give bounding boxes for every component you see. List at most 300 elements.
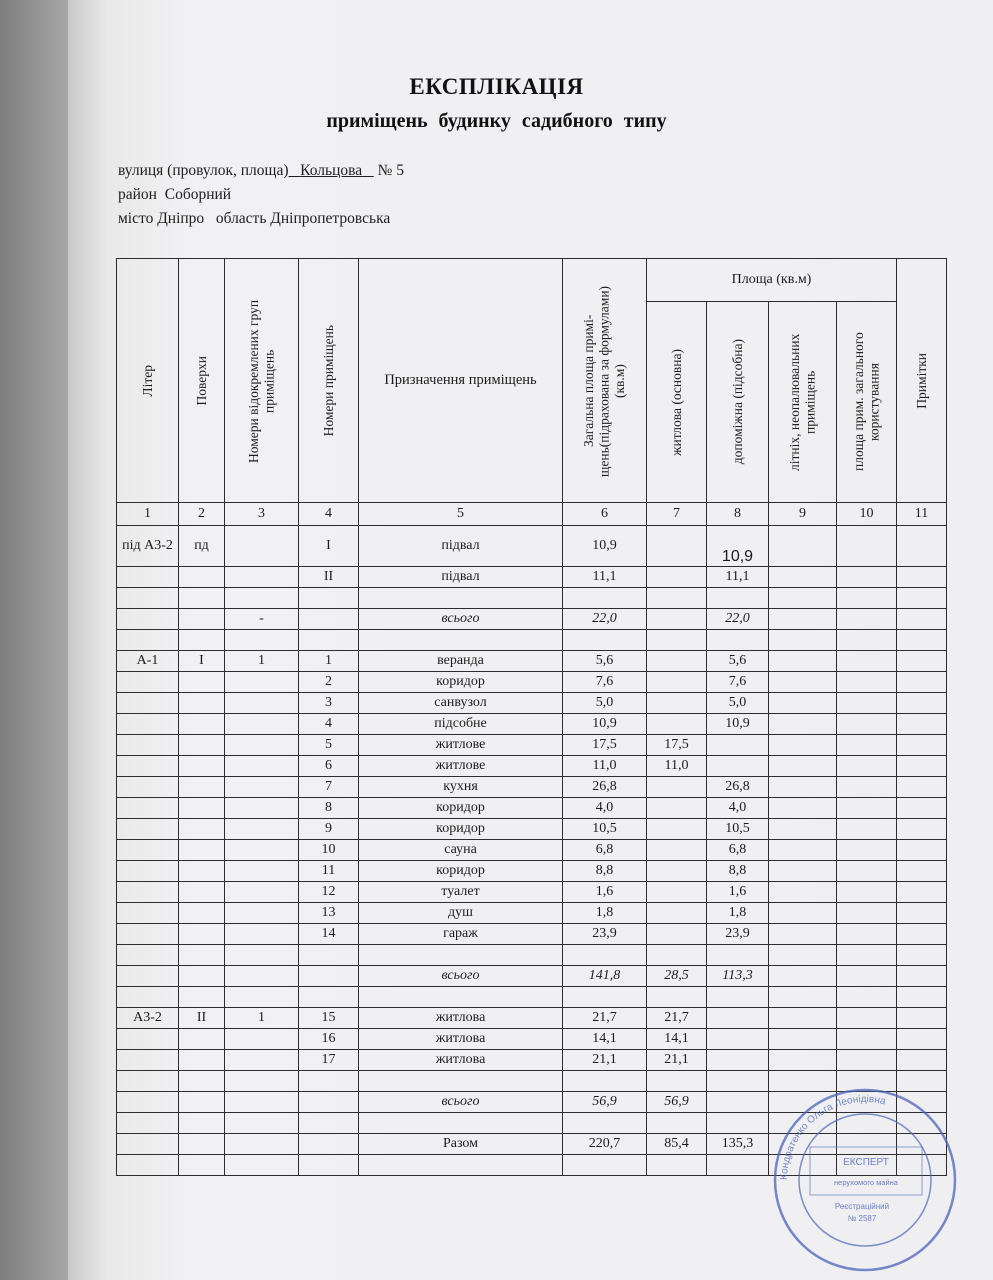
table-cell: 10,5: [563, 819, 647, 840]
table-cell: 6,8: [563, 840, 647, 861]
table-cell: 5: [299, 735, 359, 756]
table-cell: [647, 609, 707, 630]
region-value: Дніпропетровська: [270, 210, 391, 227]
table-cell: [179, 903, 225, 924]
document-subtitle: приміщень будинку садибного типу: [326, 110, 667, 132]
table-cell: 10: [299, 840, 359, 861]
table-cell: [837, 651, 897, 672]
table-cell: [179, 756, 225, 777]
table-cell: [897, 840, 947, 861]
table-cell: коридор: [359, 798, 563, 819]
table-cell: 26,8: [707, 777, 769, 798]
table-cell: [299, 609, 359, 630]
table-cell: [897, 526, 947, 567]
table-cell: [359, 1071, 563, 1092]
address-district-line: [118, 186, 231, 204]
table-cell: підвал: [359, 526, 563, 567]
table-cell: [179, 987, 225, 1008]
table-cell: [837, 882, 897, 903]
col-header-notes-text: Примітки: [913, 352, 929, 409]
col-number: 5: [359, 503, 563, 526]
table-cell: -: [225, 609, 299, 630]
table-cell: [837, 756, 897, 777]
table-cell: [225, 882, 299, 903]
stamp-ring-text: Кондратенко Ольга Леонідівна: [778, 1093, 887, 1181]
table-cell: 4: [299, 714, 359, 735]
col-header-groups-text: Номери відокремлених груп приміщень: [245, 298, 277, 463]
table-cell: [769, 777, 837, 798]
table-cell: 14,1: [563, 1029, 647, 1050]
table-cell: 10,9: [563, 526, 647, 567]
explication-table: [116, 258, 947, 1176]
table-cell: [647, 693, 707, 714]
table-row: [117, 526, 947, 567]
table-row: [117, 882, 947, 903]
table-cell: [769, 1008, 837, 1029]
table-cell: [117, 819, 179, 840]
table-cell: [179, 1029, 225, 1050]
table-cell: [837, 798, 897, 819]
col-header-groups: [225, 259, 299, 503]
table-cell: [225, 840, 299, 861]
table-cell: житлова: [359, 1050, 563, 1071]
table-cell: [897, 630, 947, 651]
table-cell: [837, 588, 897, 609]
table-cell: [117, 1092, 179, 1113]
table-cell: [179, 1113, 225, 1134]
table-cell: 11,0: [647, 756, 707, 777]
col-header-summer: [769, 302, 837, 503]
table-cell: [225, 1092, 299, 1113]
table-cell: [769, 861, 837, 882]
table-cell: [647, 924, 707, 945]
table-cell: [563, 1113, 647, 1134]
table-row: [117, 903, 947, 924]
table-cell: 4,0: [563, 798, 647, 819]
table-cell: пд: [179, 526, 225, 567]
table-cell: [117, 861, 179, 882]
table-cell: коридор: [359, 861, 563, 882]
table-cell: 14: [299, 924, 359, 945]
table-cell: 1: [299, 651, 359, 672]
table-cell: [117, 630, 179, 651]
table-cell: [117, 693, 179, 714]
table-row: [117, 966, 947, 987]
table-cell: [225, 1029, 299, 1050]
col-header-notes: [897, 259, 947, 503]
col-header-total-area: [563, 259, 647, 503]
table-cell: [225, 567, 299, 588]
table-cell: гараж: [359, 924, 563, 945]
table-cell: 5,0: [707, 693, 769, 714]
table-cell: [897, 714, 947, 735]
street-name: Кольцова: [300, 162, 363, 179]
col-header-common: [837, 302, 897, 503]
table-cell: [299, 588, 359, 609]
col-header-total-area-text: Загальна площа примі-щень(підрахована за формулами) (кв.м): [581, 284, 628, 477]
expert-seal-stamp: [770, 1085, 960, 1275]
table-cell: [225, 756, 299, 777]
stamp-line-2: нерухомого майна: [834, 1178, 898, 1187]
table-cell: [179, 819, 225, 840]
table-cell: 56,9: [647, 1092, 707, 1113]
table-cell: 17,5: [647, 735, 707, 756]
table-row: [117, 1029, 947, 1050]
table-cell: 3: [299, 693, 359, 714]
table-cell: [117, 924, 179, 945]
table-cell: [179, 588, 225, 609]
table-cell: [359, 945, 563, 966]
table-cell: [769, 567, 837, 588]
table-cell: [225, 819, 299, 840]
col-number: 6: [563, 503, 647, 526]
col-header-living-text: житлова (основна): [668, 348, 684, 456]
table-cell: 17: [299, 1050, 359, 1071]
city-label: місто: [118, 210, 154, 227]
table-cell: I: [299, 526, 359, 567]
table-cell: [647, 588, 707, 609]
table-cell: [225, 526, 299, 567]
table-cell: [225, 693, 299, 714]
table-cell: 2: [299, 672, 359, 693]
table-cell: [117, 840, 179, 861]
col-number: 9: [769, 503, 837, 526]
table-cell: 5,6: [707, 651, 769, 672]
table-row: [117, 651, 947, 672]
table-cell: підвал: [359, 567, 563, 588]
col-header-auxiliary: [707, 302, 769, 503]
table-row: [117, 693, 947, 714]
col-header-auxiliary-text: допоміжна (підсобна): [729, 339, 745, 465]
table-cell: [647, 567, 707, 588]
table-cell: 23,9: [707, 924, 769, 945]
table-cell: [769, 966, 837, 987]
table-row: [117, 609, 947, 630]
table-cell: [897, 693, 947, 714]
table-cell: [769, 588, 837, 609]
table-cell: [647, 882, 707, 903]
table-cell: [769, 756, 837, 777]
table-cell: 141,8: [563, 966, 647, 987]
table-cell: [769, 987, 837, 1008]
table-cell: [837, 987, 897, 1008]
house-number: № 5: [377, 162, 405, 179]
table-cell: [769, 672, 837, 693]
table-cell: [117, 756, 179, 777]
table-cell: всього: [359, 966, 563, 987]
table-cell: [299, 1134, 359, 1155]
table-row: [117, 840, 947, 861]
table-cell: [117, 1113, 179, 1134]
table-cell: кухня: [359, 777, 563, 798]
table-cell: [707, 756, 769, 777]
table-cell: [117, 588, 179, 609]
stamp-line-1: ЕКСПЕРТ: [843, 1157, 889, 1168]
table-cell: [897, 1050, 947, 1071]
table-row: [117, 777, 947, 798]
table-cell: 8: [299, 798, 359, 819]
table-cell: житлове: [359, 756, 563, 777]
table-cell: [647, 714, 707, 735]
table-cell: 16: [299, 1029, 359, 1050]
table-cell: 220,7: [563, 1134, 647, 1155]
table-cell: 7,6: [707, 672, 769, 693]
table-cell: 1: [225, 1008, 299, 1029]
table-cell: [299, 945, 359, 966]
col-number: 8: [707, 503, 769, 526]
table-cell: всього: [359, 1092, 563, 1113]
table-cell: [897, 651, 947, 672]
table-cell: [897, 588, 947, 609]
city-value: Дніпро: [157, 210, 205, 227]
table-cell: [707, 630, 769, 651]
table-row: [117, 714, 947, 735]
table-cell: [769, 903, 837, 924]
table-cell: [769, 819, 837, 840]
table-cell: [179, 1155, 225, 1176]
table-cell: 4,0: [707, 798, 769, 819]
table-cell: 17,5: [563, 735, 647, 756]
table-cell: [837, 903, 897, 924]
col-header-purpose: Призначення приміщень: [359, 259, 563, 503]
district-value: Соборний: [164, 186, 232, 203]
table-row: [117, 567, 947, 588]
table-cell: житлова: [359, 1029, 563, 1050]
table-cell: [647, 526, 707, 567]
table-cell: [225, 861, 299, 882]
street-label: вулиця (провулок, площа): [118, 162, 289, 179]
table-cell: [225, 903, 299, 924]
table-cell: [117, 987, 179, 1008]
table-cell: [179, 735, 225, 756]
table-cell: [225, 987, 299, 1008]
table-cell: [769, 526, 837, 567]
table-cell: [647, 1071, 707, 1092]
table-cell: 1,6: [563, 882, 647, 903]
table-cell: А3-2: [117, 1008, 179, 1029]
table-row: [117, 1050, 947, 1071]
table-cell: [769, 945, 837, 966]
table-cell: [359, 987, 563, 1008]
table-cell: веранда: [359, 651, 563, 672]
table-cell: [897, 798, 947, 819]
table-cell: [117, 1134, 179, 1155]
table-cell: [647, 945, 707, 966]
table-cell: [707, 735, 769, 756]
table-cell: [117, 1050, 179, 1071]
table-cell: [563, 588, 647, 609]
table-cell: [179, 630, 225, 651]
table-cell: [359, 1155, 563, 1176]
table-cell: [647, 987, 707, 1008]
table-cell: [179, 672, 225, 693]
table-cell: туалет: [359, 882, 563, 903]
table-cell: [225, 1071, 299, 1092]
table-cell: [837, 924, 897, 945]
col-header-liter: [117, 259, 179, 503]
table-cell: 7: [299, 777, 359, 798]
table-cell: 26,8: [563, 777, 647, 798]
table-cell: [225, 1050, 299, 1071]
table-cell: [179, 882, 225, 903]
table-cell: 10,9: [707, 526, 769, 567]
table-cell: [707, 1071, 769, 1092]
table-cell: [769, 924, 837, 945]
table-cell: [299, 630, 359, 651]
table-cell: [647, 819, 707, 840]
table-cell: 85,4: [647, 1134, 707, 1155]
table-cell: [897, 735, 947, 756]
table-cell: [117, 567, 179, 588]
table-cell: [359, 1113, 563, 1134]
table-cell: 22,0: [563, 609, 647, 630]
table-cell: [707, 1029, 769, 1050]
table-cell: I: [179, 651, 225, 672]
table-cell: [769, 1029, 837, 1050]
table-cell: [179, 777, 225, 798]
table-row: [117, 630, 947, 651]
table-cell: [647, 840, 707, 861]
table-cell: 56,9: [563, 1092, 647, 1113]
table-cell: [769, 630, 837, 651]
column-number-row: [117, 503, 947, 526]
table-cell: [359, 588, 563, 609]
table-cell: [897, 567, 947, 588]
table-cell: [837, 630, 897, 651]
table-cell: II: [179, 1008, 225, 1029]
table-cell: 6,8: [707, 840, 769, 861]
table-cell: 10,5: [707, 819, 769, 840]
table-cell: 10,9: [563, 714, 647, 735]
table-cell: 21,7: [647, 1008, 707, 1029]
table-cell: [225, 714, 299, 735]
col-header-floors: [179, 259, 225, 503]
region-label: область: [215, 210, 267, 227]
table-cell: [225, 735, 299, 756]
table-cell: 11,0: [563, 756, 647, 777]
table-cell: 8,8: [563, 861, 647, 882]
table-cell: 21,1: [563, 1050, 647, 1071]
table-cell: [769, 840, 837, 861]
col-number: 4: [299, 503, 359, 526]
col-number: 11: [897, 503, 947, 526]
table-cell: [897, 672, 947, 693]
table-cell: [897, 966, 947, 987]
col-number: 7: [647, 503, 707, 526]
col-number: 2: [179, 503, 225, 526]
table-cell: [647, 777, 707, 798]
table-cell: [837, 777, 897, 798]
table-cell: [837, 861, 897, 882]
table-cell: під А3-2: [117, 526, 179, 567]
table-cell: [707, 1008, 769, 1029]
table-cell: II: [299, 567, 359, 588]
table-cell: 1,6: [707, 882, 769, 903]
table-cell: [897, 987, 947, 1008]
table-row: [117, 735, 947, 756]
table-cell: [299, 1092, 359, 1113]
table-cell: [647, 1113, 707, 1134]
table-cell: [225, 1113, 299, 1134]
col-header-summer-text: літніх, неопалювальних приміщень: [786, 333, 818, 471]
table-cell: [117, 966, 179, 987]
table-cell: підсобне: [359, 714, 563, 735]
table-cell: [647, 861, 707, 882]
table-cell: [837, 714, 897, 735]
table-row: [117, 672, 947, 693]
table-cell: санвузол: [359, 693, 563, 714]
table-cell: [837, 1029, 897, 1050]
table-cell: 23,9: [563, 924, 647, 945]
table-cell: [647, 672, 707, 693]
table-cell: [647, 630, 707, 651]
scan-shadow: [0, 0, 70, 1280]
stamp-line-4: № 2587: [847, 1214, 877, 1223]
table-cell: А-1: [117, 651, 179, 672]
table-cell: [179, 1092, 225, 1113]
table-cell: [179, 924, 225, 945]
table-cell: [225, 966, 299, 987]
table-cell: [179, 966, 225, 987]
table-row: [117, 987, 947, 1008]
table-cell: [897, 819, 947, 840]
table-cell: житлова: [359, 1008, 563, 1029]
table-cell: [225, 630, 299, 651]
table-cell: [897, 756, 947, 777]
table-cell: [179, 714, 225, 735]
table-cell: [897, 861, 947, 882]
table-cell: [837, 945, 897, 966]
table-row: [117, 798, 947, 819]
table-cell: [225, 1155, 299, 1176]
table-cell: всього: [359, 609, 563, 630]
table-cell: [299, 1155, 359, 1176]
table-cell: [837, 609, 897, 630]
table-cell: [837, 966, 897, 987]
table-cell: [359, 630, 563, 651]
table-cell: [837, 1050, 897, 1071]
table-cell: [299, 966, 359, 987]
table-cell: [179, 609, 225, 630]
table-cell: [897, 777, 947, 798]
table-row: [117, 756, 947, 777]
table-cell: [179, 1050, 225, 1071]
col-header-common-text: площа прим. загального користування: [850, 332, 882, 472]
table-cell: [837, 735, 897, 756]
table-cell: [117, 714, 179, 735]
table-cell: [299, 987, 359, 1008]
table-cell: [563, 987, 647, 1008]
table-cell: 1: [225, 651, 299, 672]
table-cell: [179, 798, 225, 819]
table-cell: [769, 693, 837, 714]
table-cell: 8,8: [707, 861, 769, 882]
table-cell: 10,9: [707, 714, 769, 735]
table-cell: 9: [299, 819, 359, 840]
table-cell: [769, 735, 837, 756]
table-cell: [707, 987, 769, 1008]
table-cell: 21,1: [647, 1050, 707, 1071]
table-cell: [647, 903, 707, 924]
table-cell: [897, 924, 947, 945]
table-cell: [707, 1155, 769, 1176]
table-cell: 13: [299, 903, 359, 924]
table-cell: 6: [299, 756, 359, 777]
table-cell: [769, 714, 837, 735]
table-cell: [769, 798, 837, 819]
table-cell: [225, 924, 299, 945]
table-cell: [117, 609, 179, 630]
